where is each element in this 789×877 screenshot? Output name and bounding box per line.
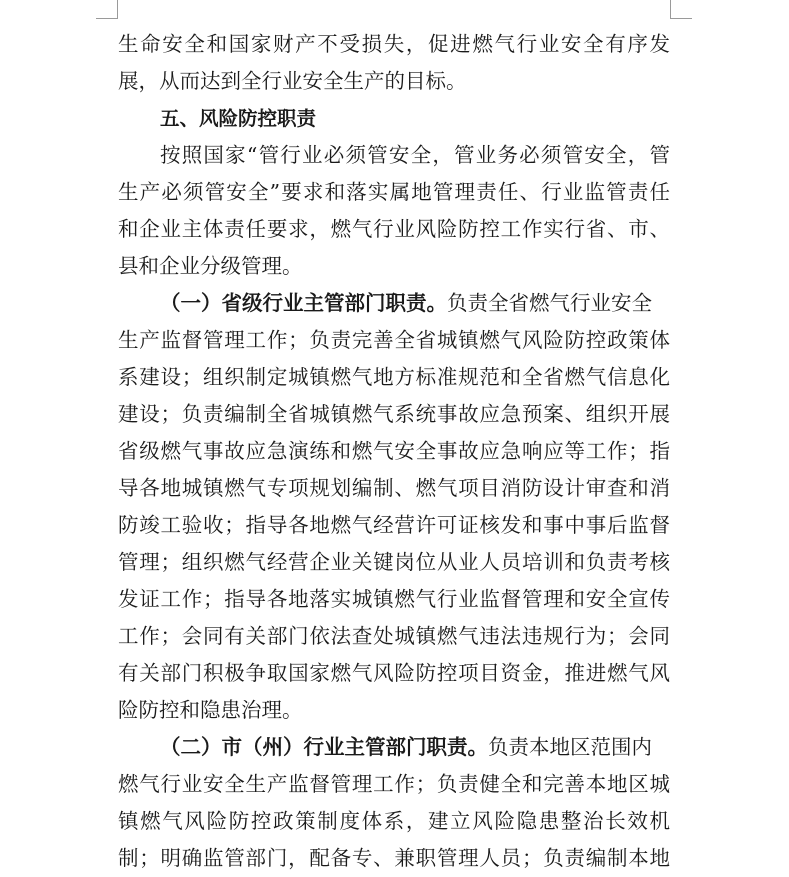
- text-span: 负责本地区范围内: [488, 735, 652, 759]
- text-line: [160, 729, 670, 766]
- text-line: 建设；负责编制全省城镇燃气系统事故应急预案、组织开展: [118, 402, 670, 426]
- text-line: 系建设；组织制定城镇燃气地方标准规范和全省燃气信息化: [118, 365, 670, 389]
- text-line: 生产监督管理工作；负责完善全省城镇燃气风险防控政策体: [118, 328, 670, 352]
- text-line: 有关部门积极争取国家燃气风险防控项目资金，推进燃气风: [118, 661, 670, 685]
- section-heading: 五、风险防控职责: [160, 107, 317, 130]
- crop-mark-right-vertical: [670, 0, 671, 18]
- crop-mark-left-horizontal: [96, 18, 118, 19]
- text-line: 镇燃气风险防控政策制度体系，建立风险隐患整治长效机: [118, 809, 670, 833]
- text-line: 省级燃气事故应急演练和燃气安全事故应急响应等工作；指: [118, 439, 670, 463]
- text-line: 防竣工验收；指导各地燃气经营许可证核发和事中事后监督: [118, 513, 670, 537]
- text-span: 负责全省燃气行业安全: [447, 291, 652, 315]
- text-line: 县和企业分级管理。: [118, 254, 303, 278]
- subsection-heading: （一）省级行业主管部门职责。: [160, 291, 447, 315]
- text-line: 导各地城镇燃气专项规划编制、燃气项目消防设计审查和消: [118, 476, 670, 500]
- text-line: 展，从而达到全行业安全生产的目标。: [118, 69, 467, 93]
- text-line: 工作；会同有关部门依法查处城镇燃气违法违规行为；会同: [118, 624, 670, 648]
- subsection-heading: （二）市（州）行业主管部门职责。: [160, 735, 488, 759]
- text-line: 和企业主体责任要求，燃气行业风险防控工作实行省、市、: [118, 217, 670, 241]
- crop-mark-right-horizontal: [670, 18, 692, 19]
- text-line: 制；明确监管部门，配备专、兼职管理人员；负责编制本地: [118, 846, 670, 870]
- text-line: 发证工作；指导各地落实城镇燃气行业监督管理和安全宣传: [118, 587, 670, 611]
- text-line: 按照国家“管行业必须管安全，管业务必须管安全，管: [160, 143, 670, 167]
- text-line: 燃气行业安全生产监督管理工作；负责健全和完善本地区城: [118, 772, 670, 796]
- text-line: 管理；组织燃气经营企业关键岗位从业人员培训和负责考核: [118, 550, 670, 574]
- text-line: 险防控和隐患治理。: [118, 698, 303, 722]
- text-line: [160, 285, 670, 322]
- text-line: 生产必须管安全”要求和落实属地管理责任、行业监管责任: [118, 180, 670, 204]
- text-line: 生命安全和国家财产不受损失，促进燃气行业安全有序发: [118, 32, 670, 56]
- crop-mark-left-vertical: [117, 0, 118, 18]
